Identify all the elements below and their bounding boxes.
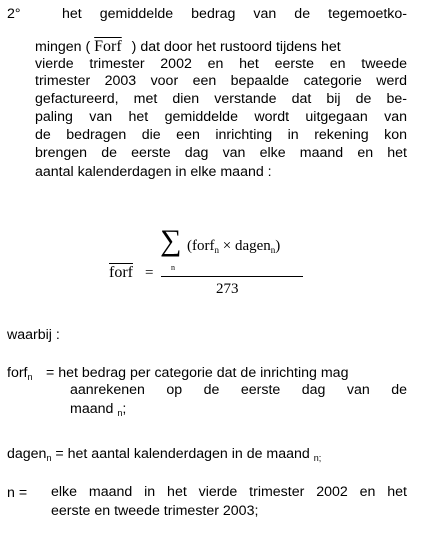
definition-n-line-2: eerste en tweede trimester 2003; bbox=[51, 503, 259, 519]
intro-line-5: gefactureerd, met dien verstande dat bij de be- bbox=[35, 91, 407, 107]
intro-line-3: vierde trimester 2002 en het eerste en tweede bbox=[35, 56, 407, 72]
maand-word: maand bbox=[70, 401, 114, 417]
definition-forf-line-3 bbox=[70, 401, 126, 418]
formula-denominator: 273 bbox=[216, 281, 239, 297]
intro-line-8: brengen de eerste dag van elke maand en het bbox=[35, 145, 407, 161]
term-forf: forf bbox=[7, 365, 28, 381]
term-forf-sub: n bbox=[27, 372, 33, 382]
maand-end: ; bbox=[122, 401, 127, 417]
item-number: 2° bbox=[7, 6, 21, 22]
definition-forf-line-2: aanrekenen op de eerste dag van de bbox=[70, 382, 407, 398]
numerator-dagen: × dagen bbox=[218, 238, 271, 254]
waarbij-label: waarbij : bbox=[7, 327, 60, 343]
definition-forf-line-1: = het bedrag per categorie dat de inrichting mag bbox=[46, 365, 349, 381]
definition-dagen-end: ; bbox=[318, 453, 322, 463]
term-dagen: dagen bbox=[7, 446, 47, 462]
intro-line-2-start: mingen ( bbox=[35, 39, 91, 55]
intro-line-6: paling van het gemiddelde wordt uitgegaan van bbox=[35, 109, 407, 125]
numerator-close: ) bbox=[275, 238, 281, 254]
intro-line-4: trimester 2003 voor een bepaalde categorie werd bbox=[35, 73, 407, 89]
definition-n-line-1: elke maand in het vierde trimester 2002 en het bbox=[51, 484, 407, 500]
definition-forf-term bbox=[7, 365, 33, 382]
numerator-sub-1: n bbox=[214, 245, 219, 255]
numerator-forf: (forf bbox=[187, 238, 215, 254]
definition-dagen bbox=[7, 446, 321, 463]
formula-equals: = bbox=[145, 265, 154, 281]
numerator-sub-2: n bbox=[270, 245, 276, 255]
term-dagen-sub: n bbox=[46, 453, 52, 463]
sum-index: n bbox=[171, 263, 175, 272]
formula-lhs: forf bbox=[109, 264, 133, 281]
sigma-symbol: ∑ bbox=[160, 224, 182, 257]
intro-line-2-end: ) dat door het rustoord tijdens het bbox=[131, 39, 341, 55]
intro-line-2 bbox=[35, 38, 407, 56]
definition-dagen-text: = het aantal kalenderdagen in de maand bbox=[51, 446, 310, 462]
intro-line-9: aantal kalenderdagen in elke maand : bbox=[35, 164, 272, 180]
formula-numerator bbox=[187, 238, 280, 255]
intro-line-7: de bedragen die een inrichting in rekening kon bbox=[35, 127, 407, 143]
forf-average-symbol: Forf bbox=[94, 38, 122, 55]
maand-sub: n bbox=[117, 408, 123, 418]
definition-dagen-sub: n bbox=[313, 453, 319, 463]
term-n: n = bbox=[7, 485, 28, 501]
fraction-bar bbox=[161, 276, 303, 277]
intro-line-1: het gemiddelde bedrag van de tegemoetko- bbox=[62, 6, 407, 22]
